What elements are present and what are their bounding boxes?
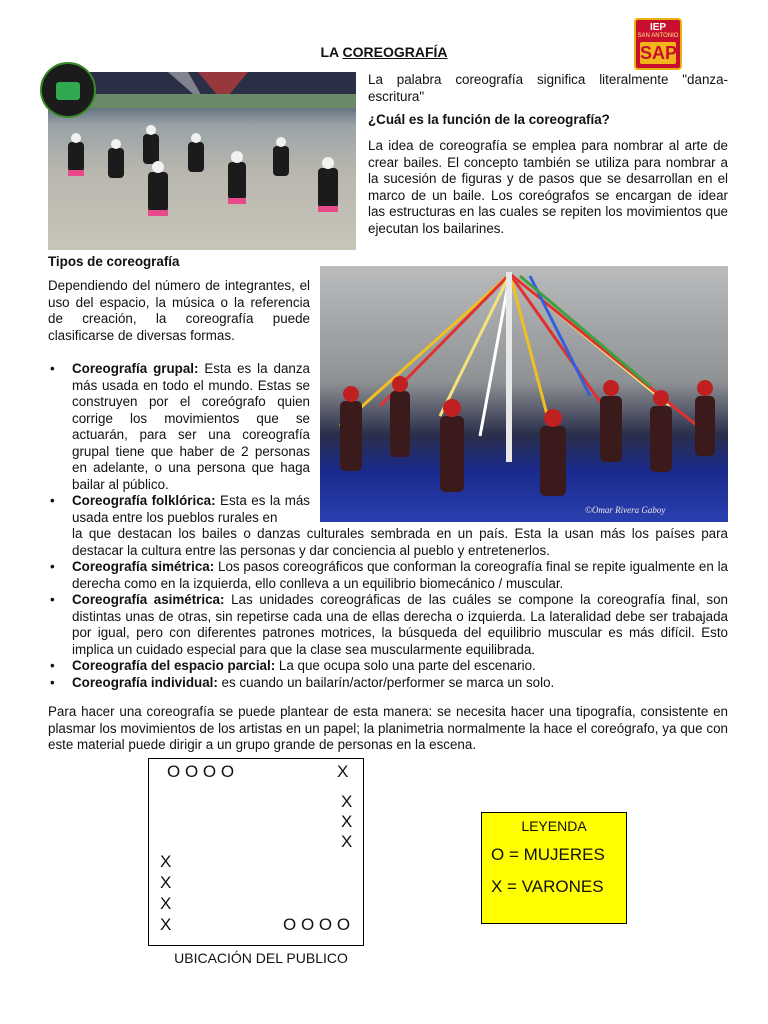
list-item [48, 675, 728, 692]
type-name: Coreografía del espacio parcial: [72, 658, 276, 673]
type-first-line [72, 493, 310, 526]
man-mark: X [341, 812, 353, 831]
title-main: COREOGRAFÍA [342, 44, 448, 60]
type-desc: Las unidades coreográficas de las cuáles se compone la coreografía final, son distintas unas de otras, sin repetirse cada una de ellas derecha o izquierda. La lateralidad debe ser trabajada por igual, pero con diferentes patrones motrices, la búsqueda del equilibrio muscular es más difícil. Esto implica un cuidado especial para que la clase sea muscularmente equilibrada. [72, 592, 728, 657]
women-top-row: O O O O [167, 762, 235, 781]
man-mark: X [160, 852, 172, 871]
man-mark: X [160, 915, 172, 934]
intro-text: La palabra coreografía significa literalmente "danza-escritura" [368, 72, 728, 104]
function-heading: ¿Cuál es la función de la coreografía? [368, 112, 610, 127]
title-prefix: LA [320, 44, 343, 60]
festival-stamp-logo [40, 62, 96, 118]
list-item [48, 592, 728, 658]
types-intro: Dependiendo del número de integrantes, el uso del espacio, la música o la referencia de creación, la coreografía puede clasificarse de diversas formas. [48, 278, 310, 343]
audience-caption: UBICACIÓN DEL PUBLICO [174, 950, 348, 966]
man-mark: X [160, 894, 172, 913]
man-mark: X [341, 792, 353, 811]
list-item [48, 658, 728, 675]
legend-women: O = MUJERES [491, 845, 605, 864]
women-bottom-row: O O O O [283, 915, 351, 934]
list-item [48, 361, 310, 493]
man-mark: X [337, 762, 349, 781]
type-desc-cont: la que destacan los bailes o danzas culturales sembrada en un país. Esta la usan más los países para destacar la cultura entre las personas y dar conciencia al pueblo y entretenerlos. [72, 526, 728, 558]
planimetry-paragraph: Para hacer una coreografía se puede plantear de esta manera: se necesita hacer una tipografía, consistente en plasmar los movimientos de los artistas en un papel; la planimetria normalmente la hace el coreógrafo, ya que con este material puede dirigir a un grupo grande de personas en la escena. [48, 704, 728, 752]
type-name: Coreografía simétrica: [72, 559, 215, 574]
stage-diagram [148, 758, 364, 946]
type-name: Coreografía folklórica: [72, 493, 216, 508]
page-title [0, 44, 768, 61]
type-name: Coreografía asimétrica: [72, 592, 225, 607]
legend-box [481, 812, 627, 924]
legend-men: X = VARONES [491, 877, 604, 896]
type-desc: Esta es la más usada entre los pueblos rurales en [72, 493, 310, 525]
types-heading: Tipos de coreografía [48, 254, 180, 269]
man-mark: X [341, 832, 353, 851]
legend-title: LEYENDA [521, 818, 587, 834]
logo-line1: IEP [649, 22, 667, 33]
list-item [48, 493, 728, 559]
list-item [48, 559, 728, 592]
type-desc: Los pasos coreográficos que conforman la coreografía final se repite igualmente en la derecha como en la izquierda, ello conlleva a un equilibrio biomecánico / muscular. [72, 559, 728, 591]
type-desc: es cuando un bailarín/actor/performer se marca un solo. [217, 674, 555, 690]
type-desc: La que ocupa solo una parte del escenario. [275, 658, 536, 673]
photo-credit: ©Omar Rivera Gaboy [585, 505, 666, 515]
logo-line3: SAP [640, 43, 678, 63]
function-paragraph: La idea de coreografía se emplea para nombrar al arte de crear bailes. El concepto también se utiliza para nombrar a la sucesión de figuras y de pasos que se desarrollan en el marco de un baile. Los coreógrafos se encargan de idear las estructuras en las cuales se repiten los movimientos que ejecutan los bailarines. [368, 138, 728, 236]
type-name: Coreografía grupal: [72, 361, 199, 376]
choreography-types-list [48, 361, 728, 691]
logo-line2: SAN ANTONIO [637, 33, 679, 39]
type-name: Coreografía individual: [72, 674, 218, 690]
type-desc: Esta es la danza más usada en todo el mundo. Estas se construyen por el coreógrafo quien corrige los movimientos que se actuarán, para ser una coreografía grupal tiene que haber de 2 personas en adelante, o una persona que haga bailar al público. [72, 361, 310, 492]
man-mark: X [160, 873, 172, 892]
